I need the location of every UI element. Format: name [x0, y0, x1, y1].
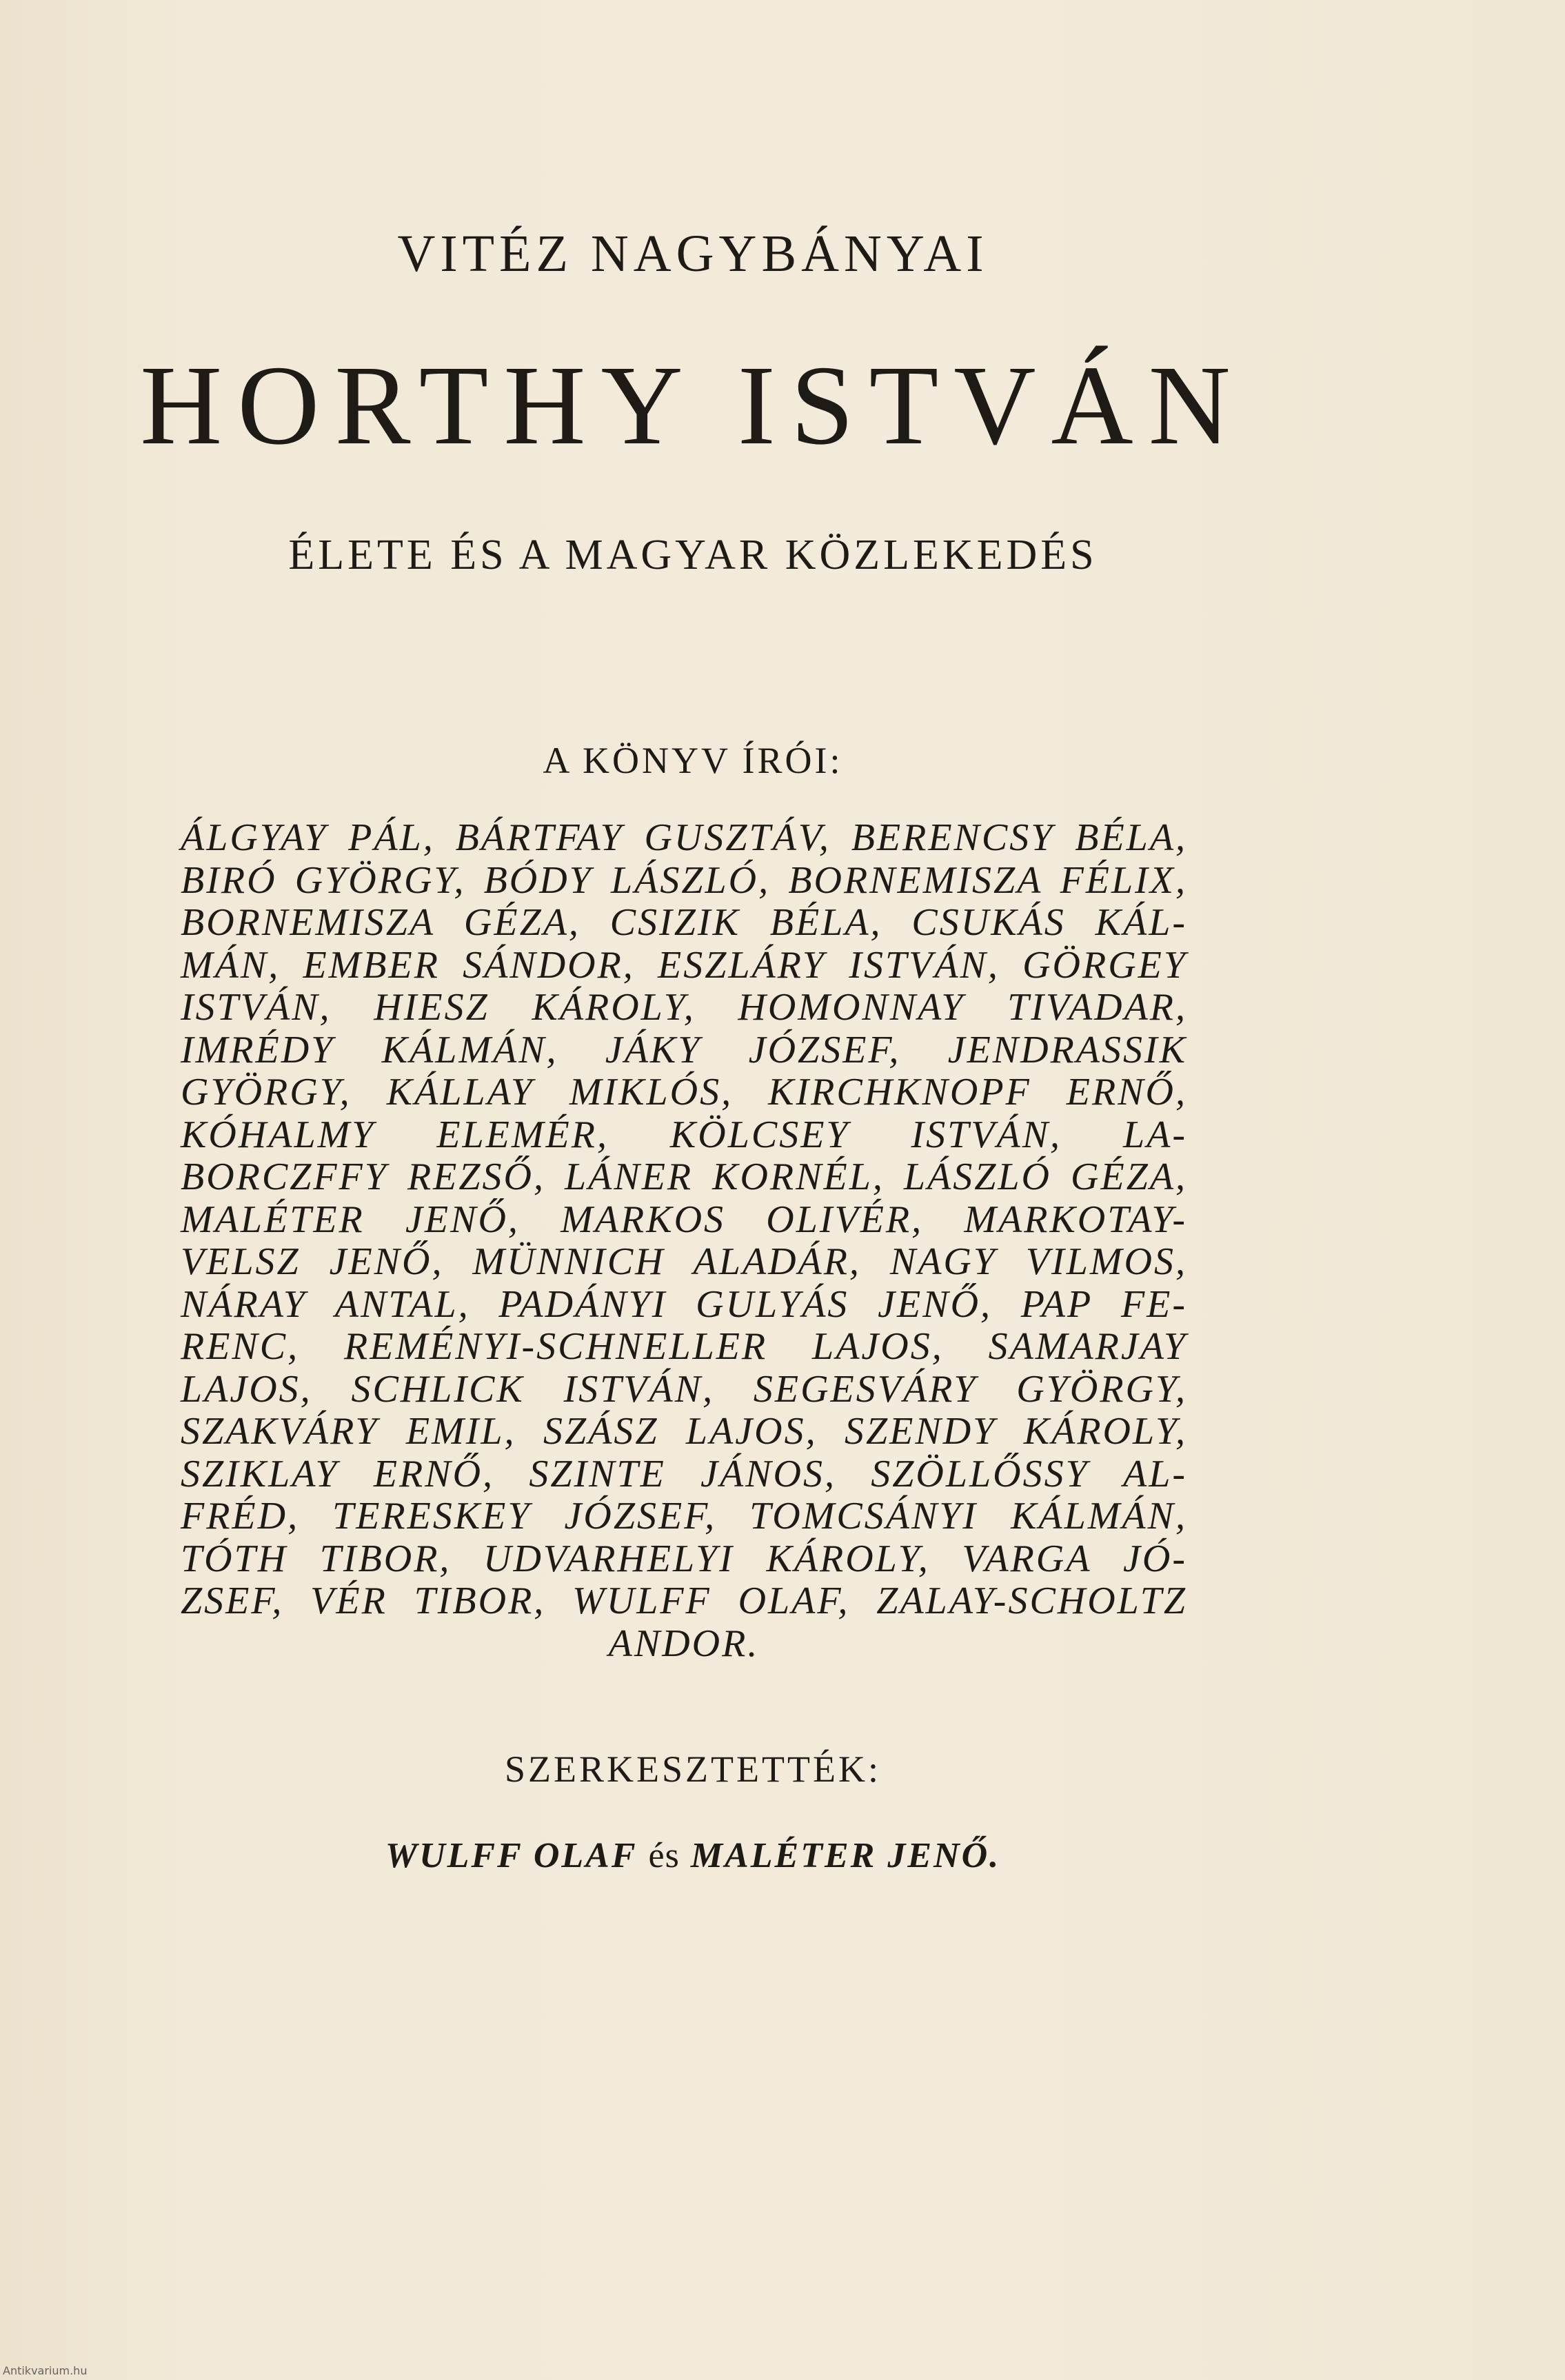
authors-line: VELSZ JENŐ, MÜNNICH ALADÁR, NAGY VILMOS,	[181, 1240, 1187, 1283]
authors-line: BORNEMISZA GÉZA, CSIZIK BÉLA, CSUKÁS KÁL-	[181, 901, 1187, 944]
book-subtitle: ÉLETE ÉS A MAGYAR KÖZLEKEDÉS	[288, 532, 1098, 578]
authors-line: IMRÉDY KÁLMÁN, JÁKY JÓZSEF, JENDRASSIK	[181, 1028, 1187, 1071]
editors-line	[0, 1835, 1386, 1876]
editor-conjunction: és	[648, 1836, 680, 1875]
authors-line: BIRÓ GYÖRGY, BÓDY LÁSZLÓ, BORNEMISZA FÉLIX,	[181, 858, 1187, 902]
editor-name: MALÉTER JENŐ.	[690, 1836, 1001, 1875]
authors-line: MÁN, EMBER SÁNDOR, ESZLÁRY ISTVÁN, GÖRGEY	[181, 943, 1187, 987]
authors-line: MALÉTER JENŐ, MARKOS OLIVÉR, MARKOTAY-	[181, 1198, 1187, 1241]
authors-line: ÁLGYAY PÁL, BÁRTFAY GUSZTÁV, BERENCSY BÉLA,	[181, 816, 1187, 859]
authors-line: SZAKVÁRY EMIL, SZÁSZ LAJOS, SZENDY KÁROLY,	[181, 1410, 1187, 1453]
authors-line: LAJOS, SCHLICK ISTVÁN, SEGESVÁRY GYÖRGY,	[181, 1367, 1187, 1411]
authors-line: ANDOR.	[608, 1622, 760, 1665]
authors-line: ISTVÁN, HIESZ KÁROLY, HOMONNAY TIVADAR,	[181, 986, 1187, 1029]
editors-heading: SZERKESZTETTÉK:	[505, 1748, 881, 1790]
authors-list	[181, 817, 1187, 1665]
editor-name: WULFF OLAF	[385, 1836, 638, 1875]
authors-line: GYÖRGY, KÁLLAY MIKLÓS, KIRCHKNOPF ERNŐ,	[181, 1071, 1187, 1113]
authors-line: ZSEF, VÉR TIBOR, WULFF OLAF, ZALAY-SCHOLTZ	[181, 1580, 1187, 1622]
authors-line: KÓHALMY ELEMÉR, KÖLCSEY ISTVÁN, LA-	[181, 1113, 1187, 1156]
authors-line: FRÉD, TERESKEY JÓZSEF, TOMCSÁNYI KÁLMÁN,	[181, 1495, 1187, 1537]
authors-line: BORCZFFY REZSŐ, LÁNER KORNÉL, LÁSZLÓ GÉZA,	[181, 1156, 1187, 1198]
book-title: HORTHY ISTVÁN	[140, 342, 1246, 468]
watermark: Antikvarium.hu	[3, 2364, 88, 2377]
authors-heading: A KÖNYV ÍRÓI:	[543, 740, 843, 781]
authors-line: TÓTH TIBOR, UDVARHELYI KÁROLY, VARGA JÓ-	[181, 1537, 1187, 1580]
authors-line: SZIKLAY ERNŐ, SZINTE JÁNOS, SZÖLLŐSSY AL-	[181, 1452, 1187, 1495]
title-prefix: VITÉZ NAGYBÁNYAI	[397, 225, 989, 283]
authors-line: NÁRAY ANTAL, PADÁNYI GULYÁS JENŐ, PAP FE-	[181, 1282, 1187, 1326]
authors-line: RENC, REMÉNYI-SCHNELLER LAJOS, SAMARJAY	[181, 1325, 1187, 1368]
